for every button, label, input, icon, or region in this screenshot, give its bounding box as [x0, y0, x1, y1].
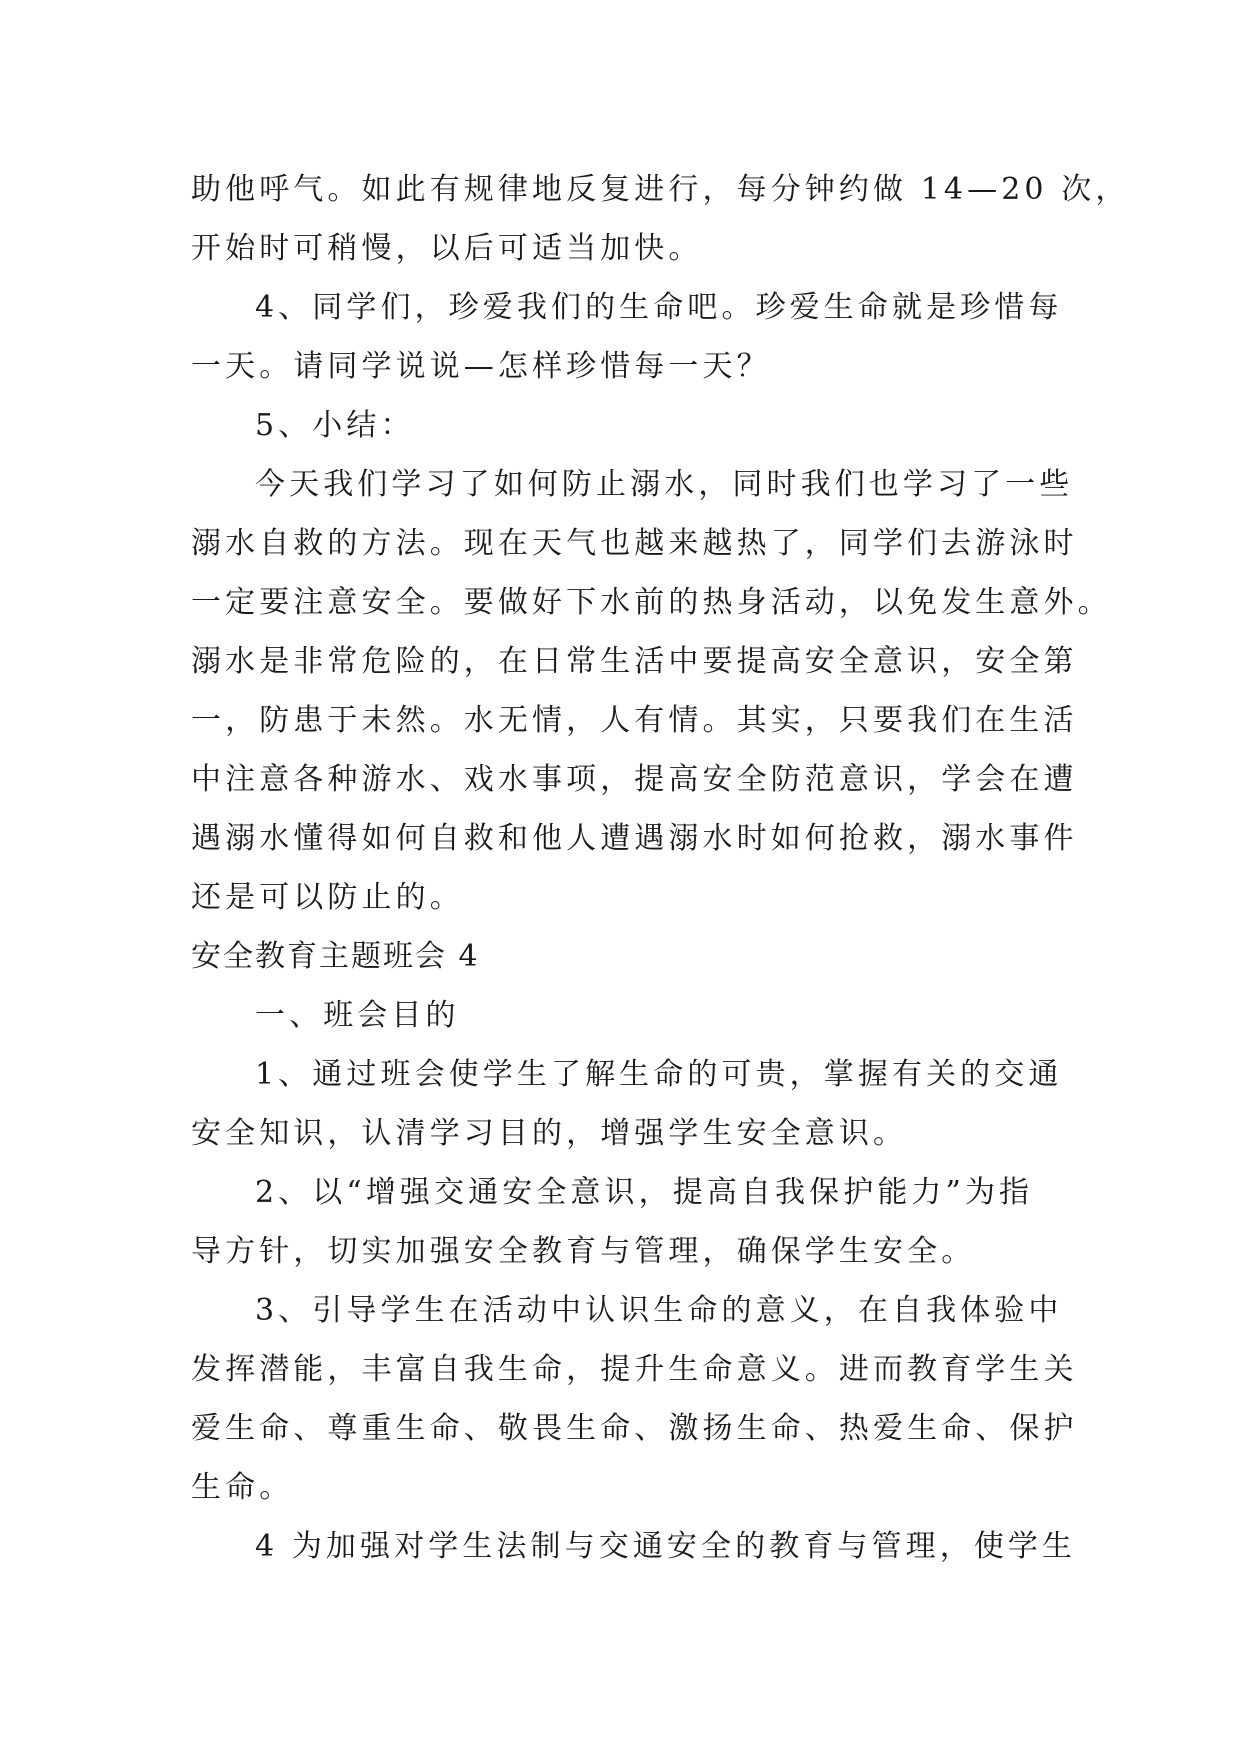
section-heading: 安全教育主题班会 4 [191, 939, 480, 974]
text-line: 2、以“增强交通安全意识，提高自我保护能力”为指 [255, 1175, 1034, 1210]
text-line: 一定要注意安全。要做好下水前的热身活动，以免发生意外。 [191, 585, 1112, 620]
text-line: 爱生命、尊重生命、敬畏生命、激扬生命、热爱生命、保护 [191, 1411, 1078, 1446]
text-line: 一、班会目的 [255, 998, 460, 1033]
text-line: 助他呼气。如此有规律地反复进行，每分钟约做 14—20 次， [191, 172, 1130, 207]
text-line: 一，防患于未然。水无情，人有情。其实，只要我们在生活 [191, 703, 1078, 738]
text-line: 发挥潜能，丰富自我生命，提升生命意义。进而教育学生关 [191, 1352, 1078, 1387]
text-line: 遇溺水懂得如何自救和他人遭遇溺水时如何抢救，溺水事件 [191, 821, 1078, 856]
text-line: 中注意各种游水、戏水事项，提高安全防范意识，学会在遭 [191, 762, 1078, 797]
text-line: 导方针，切实加强安全教育与管理，确保学生安全。 [191, 1234, 976, 1269]
text-line: 开始时可稍慢，以后可适当加快。 [191, 231, 703, 266]
text-line: 一天。请同学说说—怎样珍惜每一天？ [191, 349, 771, 384]
text-line: 溺水是非常危险的，在日常生活中要提高安全意识，安全第 [191, 644, 1078, 679]
document-page [191, 160, 1130, 1576]
text-line: 5、小结： [255, 408, 415, 443]
text-line: 生命。 [191, 1470, 294, 1505]
text-line: 4、同学们，珍爱我们的生命吧。珍爱生命就是珍惜每 [255, 290, 1063, 325]
text-line: 3、引导学生在活动中认识生命的意义，在自我体验中 [255, 1293, 1063, 1328]
text-line: 今天我们学习了如何防止溺水，同时我们也学习了一些 [255, 467, 1074, 502]
text-line: 还是可以防止的。 [191, 880, 464, 915]
text-line: 溺水自救的方法。现在天气也越来越热了，同学们去游泳时 [191, 526, 1078, 561]
text-line: 1、通过班会使学生了解生命的可贵，掌握有关的交通 [255, 1057, 1063, 1092]
text-line: 安全知识，认清学习目的，增强学生安全意识。 [191, 1116, 908, 1151]
text-line: 4 为加强对学生法制与交通安全的教育与管理，使学生 [255, 1529, 1077, 1564]
